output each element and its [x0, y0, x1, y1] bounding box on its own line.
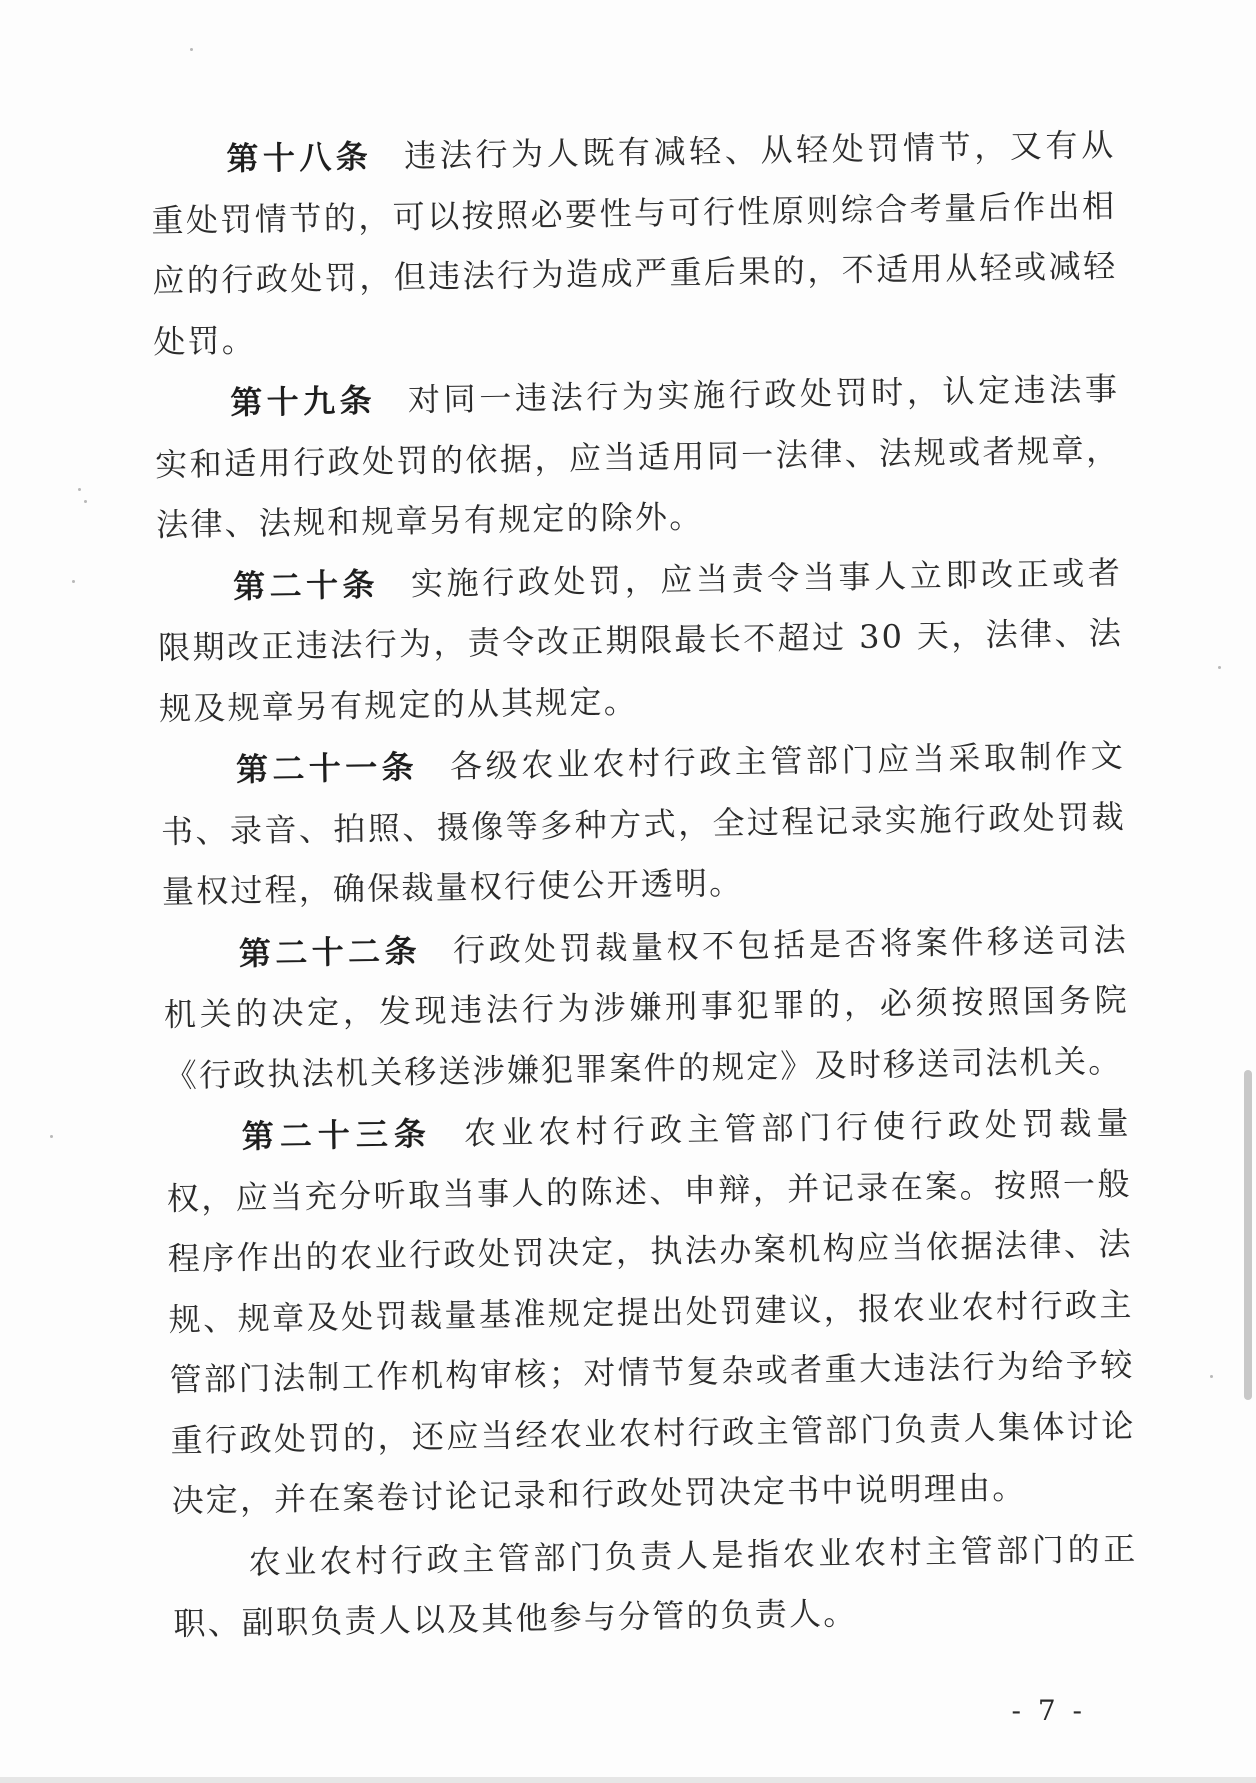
scrollbar-thumb[interactable]	[1244, 1070, 1252, 1400]
article-22-paragraph	[162, 909, 1130, 1106]
article-text: 违法行为人既有减轻、从轻处罚情节，又有从重处罚情节的，可以按照必要性与可行性原则综合考量后作出相应的行政处罚，但违法行为造成严重后果的，不适用从轻或减轻处罚。	[151, 125, 1118, 361]
article-text: 农业农村行政主管部门负责人是指农业农村主管部门的正职、副职负责人以及其他参与分管的负责人。	[173, 1529, 1138, 1643]
scan-speck	[1218, 666, 1221, 669]
article-number: 第二十二条	[238, 931, 422, 973]
article-20-paragraph	[157, 542, 1125, 739]
article-number: 第十八条	[226, 137, 373, 178]
article-text: 农业农村行政主管部门行使行政处罚裁量权，应当充分听取当事人的陈述、申辩，并记录在案。按照一般程序作出的农业行政处罚决定，执法办案机构应当依据法律、法规、规章及处罚裁量基准规定提出处罚建议，报农业农村行政主管部门法制工作机构审核；对情节复杂或者重大违法行为给予较重行政处罚的，还应当经农业农村行政主管部门负责人集体讨论决定，并在案卷讨论记录和行政处罚决定书中说明理由。	[166, 1103, 1136, 1520]
page-bottom-edge	[0, 1777, 1256, 1783]
article-21-paragraph	[160, 726, 1128, 923]
scan-speck	[190, 48, 193, 51]
article-19-paragraph	[154, 359, 1122, 556]
article-number: 第十九条	[229, 381, 377, 422]
page-number: - 7 -	[1011, 1694, 1086, 1727]
article-text: 对同一违法行为实施行政处罚时，认定违法事实和适用行政处罚的依据，应当适用同一法律、法规或者规章，法律、法规和规章另有规定的除外。	[154, 369, 1121, 544]
document-body	[150, 115, 1139, 1654]
scan-speck	[72, 580, 75, 583]
article-number: 第二十条	[232, 564, 380, 606]
article-23-paragraph	[165, 1093, 1137, 1532]
scan-speck	[84, 500, 87, 503]
article-number: 第二十一条	[235, 747, 419, 789]
article-number: 第二十三条	[241, 1114, 433, 1156]
scan-speck	[1210, 1375, 1213, 1378]
article-text: 实施行政处罚，应当责令当事人立即改正或者限期改正违法行为，责令改正期限最长不超过 30 天，法律、法规及规章另有规定的从其规定。	[157, 553, 1124, 728]
article-text: 各级农业农村行政主管部门应当采取制作文书、录音、拍照、摄像等多种方式，全过程记录实施行政处罚裁量权过程，确保裁量权行使公开透明。	[160, 736, 1127, 911]
scan-speck	[78, 488, 81, 491]
scan-speck	[50, 1135, 53, 1138]
article-text: 行政处罚裁量权不包括是否将案件移送司法机关的决定，发现违法行为涉嫌刑事犯罪的，必须按照国务院《行政执法机关移送涉嫌犯罪案件的规定》及时移送司法机关。	[163, 920, 1130, 1095]
definition-paragraph	[172, 1518, 1139, 1654]
article-18-paragraph	[150, 115, 1119, 372]
